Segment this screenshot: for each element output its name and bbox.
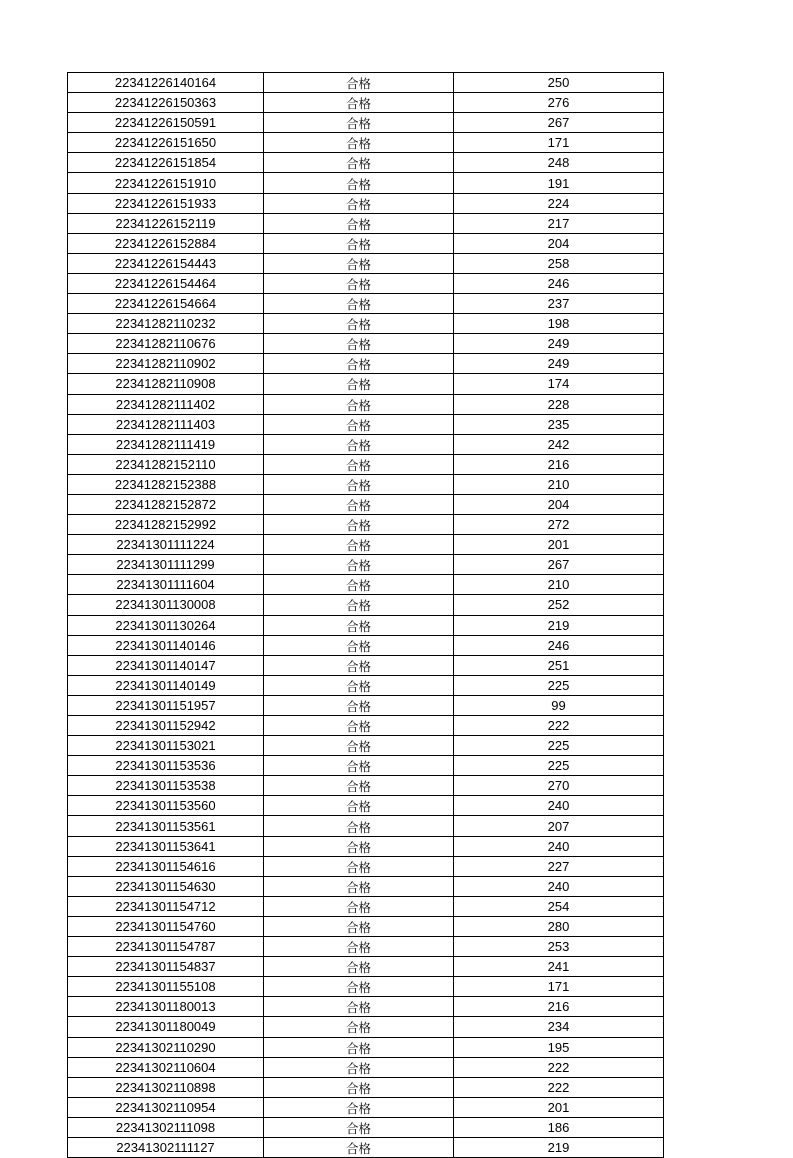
candidate-id-cell: 22341226150591 [68, 113, 264, 133]
results-table-body [68, 73, 664, 1158]
table-row [68, 836, 664, 856]
score-cell: 248 [454, 153, 664, 173]
status-cell: 合格 [264, 916, 454, 936]
score-cell: 210 [454, 474, 664, 494]
candidate-id-cell: 22341301140149 [68, 675, 264, 695]
score-cell: 216 [454, 997, 664, 1017]
candidate-id-cell: 22341301153641 [68, 836, 264, 856]
score-cell: 224 [454, 193, 664, 213]
table-row [68, 655, 664, 675]
table-row [68, 314, 664, 334]
candidate-id-cell: 22341226152119 [68, 213, 264, 233]
status-cell: 合格 [264, 776, 454, 796]
table-row [68, 133, 664, 153]
score-cell: 276 [454, 93, 664, 113]
status-cell: 合格 [264, 515, 454, 535]
table-row [68, 153, 664, 173]
status-cell: 合格 [264, 73, 454, 93]
table-row [68, 716, 664, 736]
table-row [68, 515, 664, 535]
status-cell: 合格 [264, 153, 454, 173]
score-cell: 280 [454, 916, 664, 936]
status-cell: 合格 [264, 1117, 454, 1137]
score-cell: 252 [454, 595, 664, 615]
table-row [68, 233, 664, 253]
candidate-id-cell: 22341282110902 [68, 354, 264, 374]
candidate-id-cell: 22341302110954 [68, 1097, 264, 1117]
status-cell: 合格 [264, 796, 454, 816]
candidate-id-cell: 22341301180049 [68, 1017, 264, 1037]
score-cell: 249 [454, 354, 664, 374]
candidate-id-cell: 22341226151650 [68, 133, 264, 153]
status-cell: 合格 [264, 414, 454, 434]
table-row [68, 394, 664, 414]
score-cell: 222 [454, 1057, 664, 1077]
table-row [68, 796, 664, 816]
score-cell: 191 [454, 173, 664, 193]
table-row [68, 575, 664, 595]
status-cell: 合格 [264, 655, 454, 675]
table-row [68, 113, 664, 133]
table-row [68, 193, 664, 213]
candidate-id-cell: 22341301154760 [68, 916, 264, 936]
candidate-id-cell: 22341301155108 [68, 977, 264, 997]
score-cell: 234 [454, 1017, 664, 1037]
candidate-id-cell: 22341302110290 [68, 1037, 264, 1057]
score-cell: 207 [454, 816, 664, 836]
status-cell: 合格 [264, 1077, 454, 1097]
status-cell: 合格 [264, 736, 454, 756]
candidate-id-cell: 22341282111403 [68, 414, 264, 434]
table-row [68, 1057, 664, 1077]
status-cell: 合格 [264, 836, 454, 856]
candidate-id-cell: 22341282152872 [68, 494, 264, 514]
candidate-id-cell: 22341301180013 [68, 997, 264, 1017]
table-row [68, 916, 664, 936]
table-row [68, 957, 664, 977]
candidate-id-cell: 22341301153538 [68, 776, 264, 796]
candidate-id-cell: 22341302111127 [68, 1137, 264, 1157]
candidate-id-cell: 22341226140164 [68, 73, 264, 93]
candidate-id-cell: 22341282152110 [68, 454, 264, 474]
candidate-id-cell: 22341226151933 [68, 193, 264, 213]
table-row [68, 756, 664, 776]
status-cell: 合格 [264, 816, 454, 836]
score-cell: 270 [454, 776, 664, 796]
score-cell: 253 [454, 937, 664, 957]
candidate-id-cell: 22341301140146 [68, 635, 264, 655]
table-row [68, 937, 664, 957]
status-cell: 合格 [264, 1017, 454, 1037]
candidate-id-cell: 22341301111299 [68, 555, 264, 575]
table-row [68, 736, 664, 756]
status-cell: 合格 [264, 474, 454, 494]
status-cell: 合格 [264, 1137, 454, 1157]
status-cell: 合格 [264, 1097, 454, 1117]
candidate-id-cell: 22341301154616 [68, 856, 264, 876]
status-cell: 合格 [264, 595, 454, 615]
table-row [68, 1037, 664, 1057]
status-cell: 合格 [264, 334, 454, 354]
candidate-id-cell: 22341226151910 [68, 173, 264, 193]
status-cell: 合格 [264, 937, 454, 957]
status-cell: 合格 [264, 273, 454, 293]
candidate-id-cell: 22341226152884 [68, 233, 264, 253]
table-row [68, 1097, 664, 1117]
candidate-id-cell: 22341301152942 [68, 716, 264, 736]
score-cell: 240 [454, 836, 664, 856]
status-cell: 合格 [264, 716, 454, 736]
status-cell: 合格 [264, 454, 454, 474]
status-cell: 合格 [264, 434, 454, 454]
score-cell: 225 [454, 675, 664, 695]
table-row [68, 776, 664, 796]
status-cell: 合格 [264, 535, 454, 555]
score-cell: 246 [454, 273, 664, 293]
status-cell: 合格 [264, 374, 454, 394]
status-cell: 合格 [264, 394, 454, 414]
score-cell: 216 [454, 454, 664, 474]
score-cell: 171 [454, 977, 664, 997]
status-cell: 合格 [264, 977, 454, 997]
score-cell: 201 [454, 1097, 664, 1117]
candidate-id-cell: 22341282111419 [68, 434, 264, 454]
status-cell: 合格 [264, 354, 454, 374]
status-cell: 合格 [264, 856, 454, 876]
candidate-id-cell: 22341282152992 [68, 515, 264, 535]
status-cell: 合格 [264, 1037, 454, 1057]
candidate-id-cell: 22341302110604 [68, 1057, 264, 1077]
status-cell: 合格 [264, 133, 454, 153]
status-cell: 合格 [264, 233, 454, 253]
status-cell: 合格 [264, 294, 454, 314]
score-cell: 210 [454, 575, 664, 595]
candidate-id-cell: 22341301140147 [68, 655, 264, 675]
status-cell: 合格 [264, 756, 454, 776]
table-row [68, 454, 664, 474]
candidate-id-cell: 22341282110232 [68, 314, 264, 334]
score-cell: 235 [454, 414, 664, 434]
score-cell: 267 [454, 113, 664, 133]
table-row [68, 595, 664, 615]
score-cell: 251 [454, 655, 664, 675]
status-cell: 合格 [264, 575, 454, 595]
table-row [68, 816, 664, 836]
score-cell: 219 [454, 1137, 664, 1157]
candidate-id-cell: 22341301153561 [68, 816, 264, 836]
score-cell: 198 [454, 314, 664, 334]
candidate-id-cell: 22341301154630 [68, 876, 264, 896]
status-cell: 合格 [264, 314, 454, 334]
candidate-id-cell: 22341301154712 [68, 896, 264, 916]
score-cell: 258 [454, 253, 664, 273]
score-cell: 246 [454, 635, 664, 655]
score-cell: 237 [454, 294, 664, 314]
table-row [68, 997, 664, 1017]
score-cell: 171 [454, 133, 664, 153]
table-row [68, 414, 664, 434]
score-cell: 240 [454, 876, 664, 896]
table-row [68, 876, 664, 896]
candidate-id-cell: 22341301130264 [68, 615, 264, 635]
table-row [68, 1017, 664, 1037]
score-cell: 241 [454, 957, 664, 977]
score-cell: 249 [454, 334, 664, 354]
candidate-id-cell: 22341301130008 [68, 595, 264, 615]
score-cell: 186 [454, 1117, 664, 1137]
score-cell: 204 [454, 494, 664, 514]
candidate-id-cell: 22341226154443 [68, 253, 264, 273]
status-cell: 合格 [264, 213, 454, 233]
status-cell: 合格 [264, 695, 454, 715]
table-row [68, 253, 664, 273]
table-row [68, 977, 664, 997]
status-cell: 合格 [264, 1057, 454, 1077]
status-cell: 合格 [264, 896, 454, 916]
status-cell: 合格 [264, 253, 454, 273]
score-cell: 99 [454, 695, 664, 715]
score-cell: 225 [454, 736, 664, 756]
table-row [68, 374, 664, 394]
table-row [68, 334, 664, 354]
candidate-id-cell: 22341301111224 [68, 535, 264, 555]
status-cell: 合格 [264, 997, 454, 1017]
candidate-id-cell: 22341282110676 [68, 334, 264, 354]
table-row [68, 675, 664, 695]
score-cell: 250 [454, 73, 664, 93]
status-cell: 合格 [264, 93, 454, 113]
score-cell: 267 [454, 555, 664, 575]
score-cell: 225 [454, 756, 664, 776]
candidate-id-cell: 22341302110898 [68, 1077, 264, 1097]
status-cell: 合格 [264, 113, 454, 133]
candidate-id-cell: 22341226151854 [68, 153, 264, 173]
score-cell: 201 [454, 535, 664, 555]
score-cell: 217 [454, 213, 664, 233]
table-row [68, 273, 664, 293]
candidate-id-cell: 22341301151957 [68, 695, 264, 715]
candidate-id-cell: 22341301153560 [68, 796, 264, 816]
status-cell: 合格 [264, 494, 454, 514]
status-cell: 合格 [264, 193, 454, 213]
candidate-id-cell: 22341301111604 [68, 575, 264, 595]
score-cell: 222 [454, 1077, 664, 1097]
table-row [68, 555, 664, 575]
table-row [68, 354, 664, 374]
score-cell: 272 [454, 515, 664, 535]
table-row [68, 494, 664, 514]
candidate-id-cell: 22341282152388 [68, 474, 264, 494]
score-cell: 222 [454, 716, 664, 736]
score-cell: 228 [454, 394, 664, 414]
table-row [68, 173, 664, 193]
candidate-id-cell: 22341302111098 [68, 1117, 264, 1137]
score-cell: 204 [454, 233, 664, 253]
score-cell: 219 [454, 615, 664, 635]
candidate-id-cell: 22341282111402 [68, 394, 264, 414]
score-cell: 174 [454, 374, 664, 394]
table-row [68, 1077, 664, 1097]
candidate-id-cell: 22341282110908 [68, 374, 264, 394]
table-row [68, 73, 664, 93]
status-cell: 合格 [264, 675, 454, 695]
table-row [68, 695, 664, 715]
table-row [68, 896, 664, 916]
table-row [68, 635, 664, 655]
candidate-id-cell: 22341226154664 [68, 294, 264, 314]
score-sheet [67, 72, 662, 1158]
score-cell: 227 [454, 856, 664, 876]
table-row [68, 1117, 664, 1137]
candidate-id-cell: 22341301153021 [68, 736, 264, 756]
table-row [68, 535, 664, 555]
table-row [68, 856, 664, 876]
status-cell: 合格 [264, 173, 454, 193]
status-cell: 合格 [264, 615, 454, 635]
score-cell: 195 [454, 1037, 664, 1057]
table-row [68, 615, 664, 635]
status-cell: 合格 [264, 957, 454, 977]
candidate-id-cell: 22341301154787 [68, 937, 264, 957]
status-cell: 合格 [264, 635, 454, 655]
candidate-id-cell: 22341226154464 [68, 273, 264, 293]
table-row [68, 1137, 664, 1157]
candidate-id-cell: 22341301153536 [68, 756, 264, 776]
candidate-id-cell: 22341226150363 [68, 93, 264, 113]
table-row [68, 474, 664, 494]
results-table [67, 72, 664, 1158]
score-cell: 240 [454, 796, 664, 816]
status-cell: 合格 [264, 876, 454, 896]
score-cell: 242 [454, 434, 664, 454]
table-row [68, 434, 664, 454]
score-cell: 254 [454, 896, 664, 916]
status-cell: 合格 [264, 555, 454, 575]
candidate-id-cell: 22341301154837 [68, 957, 264, 977]
table-row [68, 93, 664, 113]
table-row [68, 294, 664, 314]
table-row [68, 213, 664, 233]
